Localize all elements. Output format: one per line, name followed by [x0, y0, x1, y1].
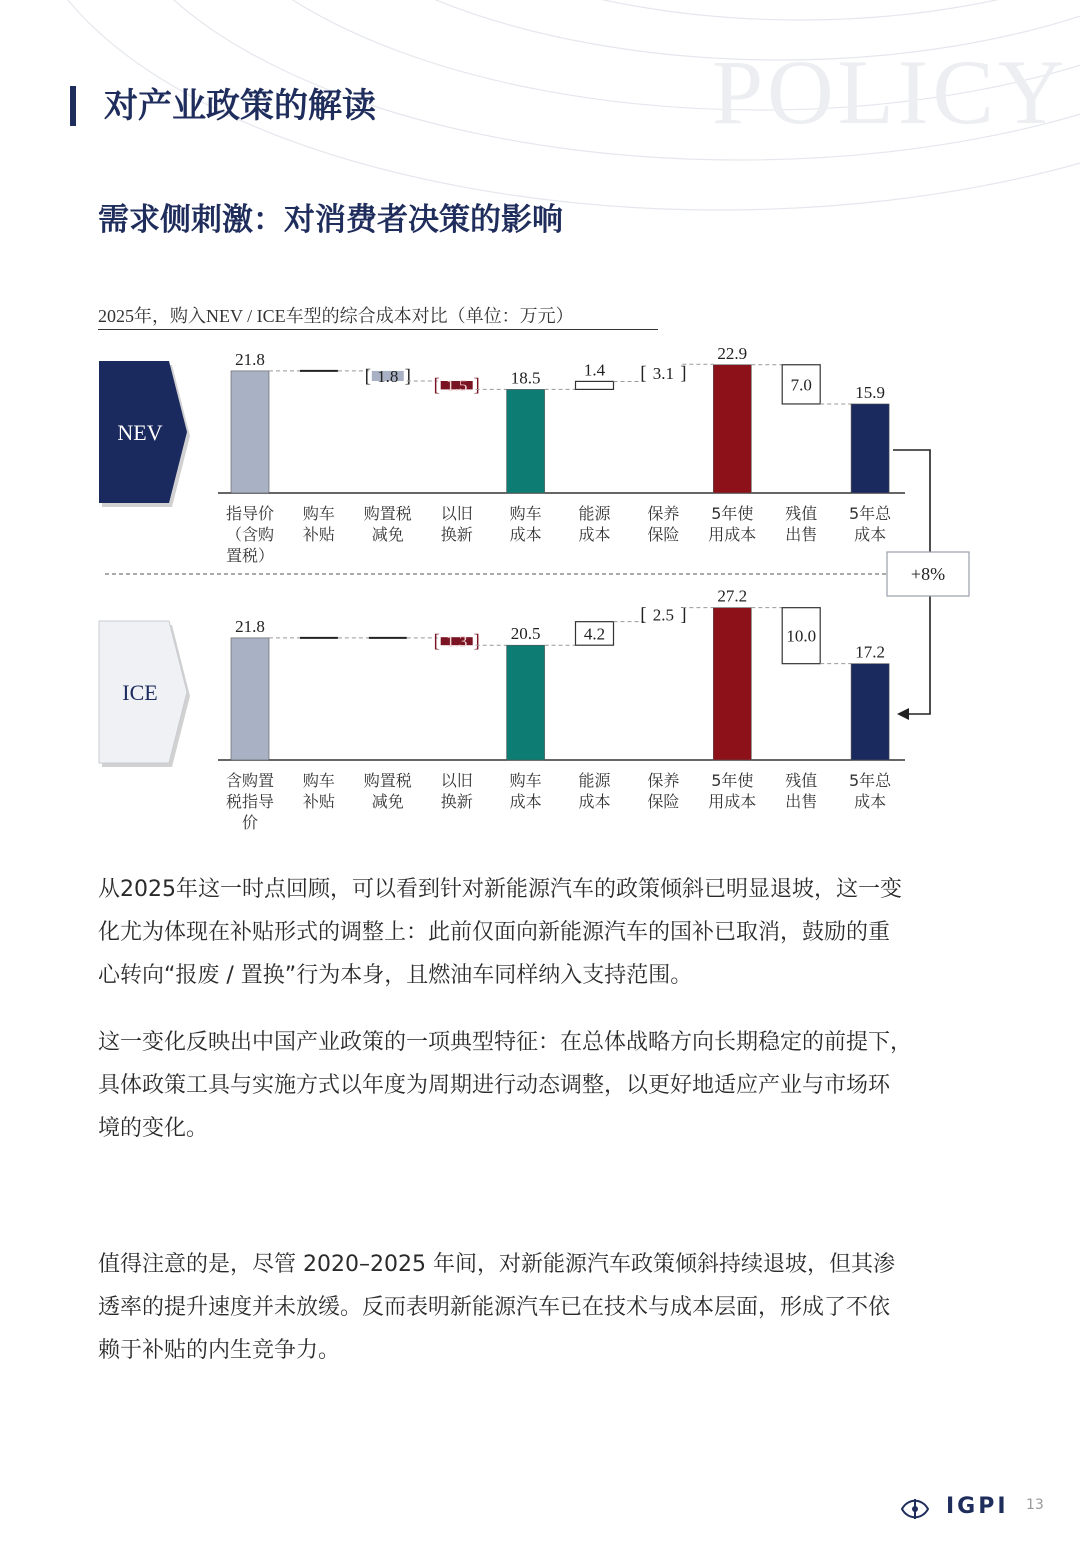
chart-title: 2025年，购入NEV / ICE车型的综合成本对比（单位：万元）: [98, 304, 658, 330]
category-label: 购置税: [363, 504, 412, 523]
paragraph-line: 心转向“报废 / 置换”行为本身，且燃油车同样纳入支持范围。: [98, 963, 693, 988]
category-label: （含购: [225, 525, 275, 544]
category-label: 含购置: [225, 771, 275, 790]
paragraph-line: 赖于补贴的内生竞争力。: [98, 1338, 341, 1363]
paragraph-1: [98, 868, 988, 997]
category-label: 以旧: [440, 771, 473, 790]
paragraph-2: [98, 1021, 988, 1150]
category-label: 补贴: [302, 525, 335, 544]
data-label: 10.0: [786, 626, 817, 646]
category-label: 5年使: [711, 504, 754, 523]
category-label: 5年总: [849, 771, 892, 790]
title-accent-bar: [70, 86, 76, 126]
comparison-label: +8%: [910, 564, 946, 584]
category-label: 残值: [785, 504, 818, 523]
category-label: 用成本: [708, 792, 757, 811]
step-box: [576, 381, 614, 389]
data-label: 1.8: [377, 366, 399, 386]
paragraph-line: 值得注意的是，尽管 2020–2025 年间，对新能源汽车政策倾斜持续退坡，但其渗: [98, 1252, 895, 1277]
data-label: 1.4: [583, 360, 606, 380]
data-label: 18.5: [510, 368, 541, 388]
data-label: 4.2: [583, 624, 606, 644]
category-label: 购车: [509, 771, 542, 790]
category-label: 以旧: [440, 504, 473, 523]
category-label: 成本: [509, 792, 542, 811]
data-label: 17.2: [855, 642, 885, 662]
bracket-mark: ]: [473, 375, 480, 397]
paragraph-line: 化尤为体现在补贴形式的调整上：此前仅面向新能源汽车的国补已取消，鼓励的重: [98, 920, 891, 945]
bracket-mark: [: [640, 362, 647, 384]
category-label: 指导价: [225, 504, 275, 523]
arrow-head: [897, 708, 909, 720]
data-label: 7.0: [790, 375, 812, 395]
category-label: 成本: [854, 792, 887, 811]
policy-watermark: POLICY: [712, 41, 1069, 143]
category-label: 购车: [302, 771, 335, 790]
category-label: 购置税: [363, 771, 412, 790]
category-label: 保养: [647, 771, 680, 790]
category-label: 减免: [371, 792, 404, 811]
paragraph-line: 境的变化。: [98, 1116, 209, 1141]
paragraph-line: 从2025年这一时点回顾，可以看到针对新能源汽车的政策倾斜已明显退坡，这一变: [98, 877, 902, 902]
category-label: 减免: [371, 525, 404, 544]
category-label: 置税）: [225, 546, 275, 565]
category-label: 残值: [785, 771, 818, 790]
bar-five_year: [713, 608, 751, 760]
paragraph-line: 具体政策工具与实施方式以年度为周期进行动态调整，以更好地适应产业与市场环: [98, 1073, 891, 1098]
data-label: 3.1: [652, 363, 675, 383]
page-number: 13: [1026, 1497, 1044, 1513]
data-label: 27.2: [717, 586, 748, 606]
bar-price: [231, 638, 269, 760]
bar-purchase: [507, 389, 545, 493]
category-label: 购车: [509, 504, 542, 523]
paragraph-line: 这一变化反映出中国产业政策的一项典型特征：在总体战略方向长期稳定的前提下，: [98, 1030, 913, 1055]
category-label: 出售: [785, 525, 818, 544]
panel-label: NEV: [117, 420, 163, 445]
category-label: 用成本: [708, 525, 757, 544]
bar-total: [851, 664, 889, 760]
category-label: 换新: [440, 525, 473, 544]
category-label: 保险: [647, 525, 680, 544]
data-label: 21.8: [235, 616, 265, 636]
category-label: 购车: [302, 504, 335, 523]
category-label: 税指导: [225, 792, 275, 811]
category-label: 5年使: [711, 771, 754, 790]
panel-label: ICE: [122, 680, 158, 705]
bar-purchase: [507, 645, 545, 760]
category-label: 成本: [578, 525, 611, 544]
bracket-mark: [: [640, 604, 647, 626]
category-label: 5年总: [849, 504, 892, 523]
logo-text: IGPI: [946, 1494, 1009, 1519]
category-label: 成本: [578, 792, 611, 811]
category-label: 保险: [647, 792, 680, 811]
category-label: 换新: [440, 792, 473, 811]
bracket-mark: [: [433, 631, 440, 653]
data-label: 21.8: [235, 349, 265, 369]
bracket-mark: ]: [473, 631, 480, 653]
section-title: 需求侧刺激：对消费者决策的影响: [98, 202, 563, 238]
bar-total: [851, 404, 889, 493]
category-label: 能源: [578, 504, 611, 523]
category-label: 补贴: [302, 792, 335, 811]
bracket-mark: [: [364, 365, 371, 387]
waterfall-chart: [0, 340, 1080, 840]
data-label: 2.5: [652, 605, 675, 625]
category-label: 成本: [854, 525, 887, 544]
bar-price: [231, 371, 269, 493]
bracket-mark: ]: [404, 365, 411, 387]
category-label: 价: [241, 813, 259, 832]
data-label: 20.5: [510, 624, 541, 644]
data-label: 1.5: [446, 376, 468, 396]
category-label: 保养: [647, 504, 680, 523]
data-label: 22.9: [717, 343, 748, 363]
bracket-mark: [: [433, 375, 440, 397]
category-label: 出售: [785, 792, 818, 811]
bracket-mark: ]: [680, 362, 687, 384]
paragraph-3: [98, 1243, 988, 1372]
bracket-mark: ]: [680, 604, 687, 626]
paragraph-line: 透率的提升速度并未放缓。反而表明新能源汽车已在技术与成本层面，形成了不依: [98, 1295, 891, 1320]
bar-five_year: [713, 365, 751, 493]
page-title: 对产业政策的解读: [104, 86, 376, 126]
data-label: 15.9: [855, 382, 885, 402]
category-label: 能源: [578, 771, 611, 790]
category-label: 成本: [509, 525, 542, 544]
data-label: 1.3: [446, 632, 468, 652]
